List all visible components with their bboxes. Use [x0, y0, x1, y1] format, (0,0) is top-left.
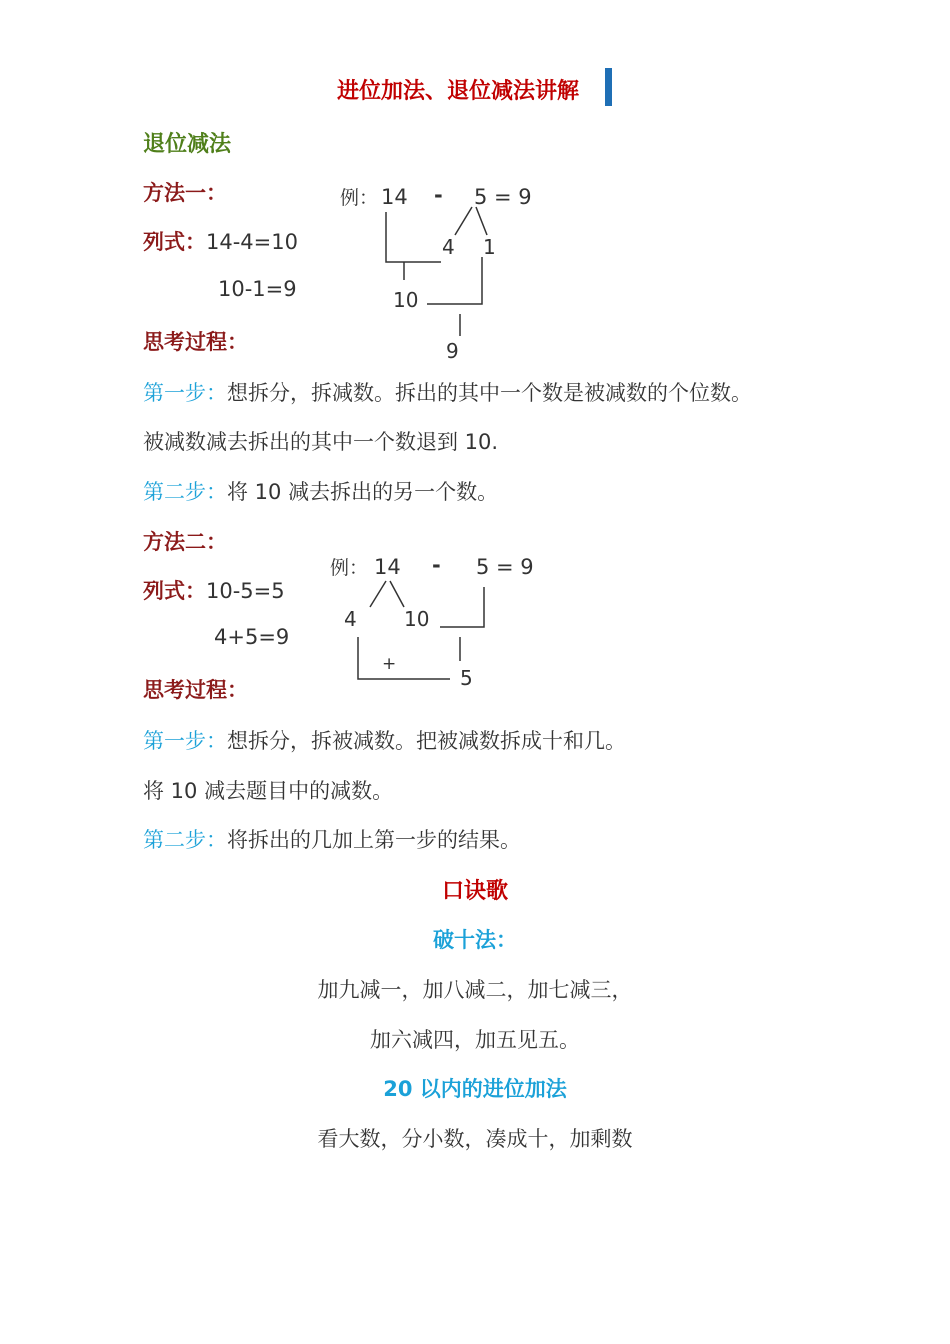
method2-diagram	[320, 545, 550, 695]
title-accent-bar	[605, 68, 612, 106]
method1-example-label: 例：	[340, 187, 379, 209]
method1-thinking-label: 思考过程：	[143, 330, 248, 354]
method2-split-a: 4	[344, 607, 357, 631]
method2-plus: +	[382, 654, 397, 674]
method2-subtrahend-eq: 5 = 9	[476, 555, 534, 579]
method1-mid-result: 10	[393, 288, 419, 312]
method2-step1-text: 想拆分，拆被减数。把被减数拆成十和几。	[227, 729, 626, 753]
method1-final-result: 9	[446, 339, 459, 363]
rhyme-heading: 口诀歌	[441, 879, 508, 904]
method1-formula1: 14-4=10	[206, 230, 298, 254]
method2-step2-label: 第二步：	[143, 828, 227, 852]
method2-step1	[143, 725, 626, 755]
method1-subtrahend-eq: 5 = 9	[474, 185, 532, 209]
method1-diagram	[330, 175, 550, 370]
method2-formula1: 10-5=5	[206, 579, 285, 603]
method1-step1	[143, 377, 752, 407]
method2-step1-label: 第一步：	[143, 729, 227, 753]
section-heading-subtraction: 退位减法	[143, 132, 232, 157]
method2-split-b: 10	[404, 607, 430, 631]
method1-formula-label: 列式：	[143, 230, 206, 254]
method2-formula-line	[143, 575, 285, 605]
method2-heading: 方法二：	[143, 530, 227, 554]
method2-step2-text: 将拆出的几加上第一步的结果。	[227, 828, 521, 852]
page-title: 进位加法、退位减法讲解	[337, 79, 580, 104]
rhyme-line-2: 加六减四，加五见五。	[370, 1028, 580, 1052]
rhyme-line-1: 加九减一，加八减二，加七减三，	[317, 978, 633, 1002]
method2-mid-result: 5	[460, 666, 473, 690]
method1-split-b: 1	[483, 235, 496, 259]
method1-split-a: 4	[442, 235, 455, 259]
method2-minuend: 14	[374, 555, 401, 579]
method2-minus: -	[432, 553, 441, 577]
method1-formula2: 10-1=9	[218, 277, 297, 301]
method2-step2	[143, 824, 521, 854]
method1-heading: 方法一：	[143, 181, 227, 205]
break-ten-heading: 破十法：	[433, 928, 517, 952]
method1-step1-text: 想拆分，拆减数。拆出的其中一个数是被减数的个位数。	[227, 381, 752, 405]
method2-example-label: 例：	[330, 557, 369, 579]
method1-step2-label: 第二步：	[143, 480, 227, 504]
method1-minus: -	[434, 183, 443, 207]
addition-heading: 20 以内的进位加法	[383, 1077, 567, 1101]
method1-step1-cont: 被减数减去拆出的其中一个数退到 10.	[143, 430, 499, 454]
method1-step1-label: 第一步：	[143, 381, 227, 405]
method1-step2	[143, 476, 498, 506]
method1-formula-line	[143, 226, 298, 256]
method1-step2-text: 将 10 减去拆出的另一个数。	[227, 480, 499, 504]
method2-formula2: 4+5=9	[214, 625, 290, 649]
method2-thinking-label: 思考过程：	[143, 678, 248, 702]
addition-rhyme-line: 看大数，分小数，凑成十，加剩数	[317, 1127, 633, 1151]
method1-minuend: 14	[381, 185, 408, 209]
method2-formula-label: 列式：	[143, 579, 206, 603]
method2-step1-cont: 将 10 减去题目中的减数。	[143, 779, 394, 803]
